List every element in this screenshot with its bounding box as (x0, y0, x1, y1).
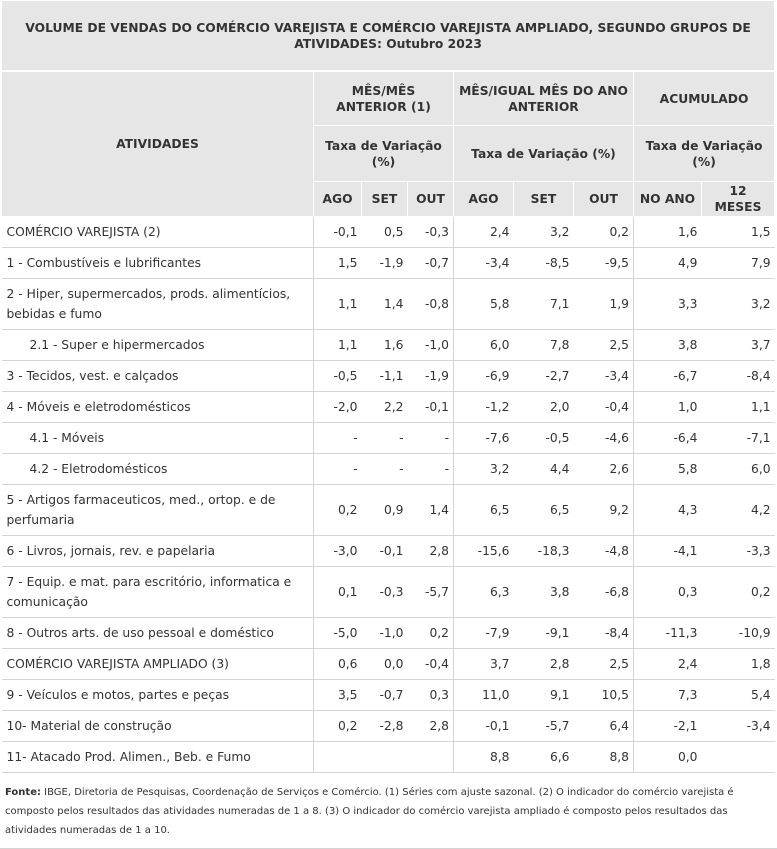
value-cell: 3,7 (702, 330, 775, 361)
source-footnote (0, 773, 777, 849)
value-cell: 3,2 (514, 217, 574, 248)
value-cell: - (314, 423, 362, 454)
value-cell: 1,9 (574, 279, 634, 330)
activity-label: 3 - Tecidos, vest. e calçados (2, 361, 314, 392)
value-cell: 3,5 (314, 680, 362, 711)
value-cell: 9,1 (514, 680, 574, 711)
value-cell: -6,7 (634, 361, 702, 392)
activity-label: 4.2 - Eletrodomésticos (2, 454, 314, 485)
activity-label: 4 - Móveis e eletrodomésticos (2, 392, 314, 423)
value-cell: -9,5 (574, 248, 634, 279)
value-cell: 6,6 (514, 742, 574, 773)
table-row (2, 392, 775, 423)
value-cell: 3,2 (454, 454, 514, 485)
value-cell: -18,3 (514, 536, 574, 567)
col-header: OUT (574, 182, 634, 217)
value-cell: -7,1 (702, 423, 775, 454)
value-cell: 1,6 (362, 330, 408, 361)
value-cell: -0,3 (408, 217, 454, 248)
value-cell: - (408, 454, 454, 485)
value-cell: - (362, 454, 408, 485)
value-cell: 8,8 (574, 742, 634, 773)
value-cell: -0,7 (362, 680, 408, 711)
value-cell: 5,8 (454, 279, 514, 330)
value-cell: -7,9 (454, 618, 514, 649)
value-cell: -15,6 (454, 536, 514, 567)
value-cell: 1,5 (702, 217, 775, 248)
value-cell: 4,2 (702, 485, 775, 536)
value-cell: -0,1 (408, 392, 454, 423)
col-header: SET (362, 182, 408, 217)
value-cell: 6,5 (514, 485, 574, 536)
table-title: VOLUME DE VENDAS DO COMÉRCIO VAREJISTA E COMÉRCIO VAREJISTA AMPLIADO, SEGUNDO GRUPOS DE ATIVIDADES: Outubro 2023 (2, 1, 775, 72)
value-cell: 6,0 (702, 454, 775, 485)
value-cell (314, 742, 362, 773)
value-cell: 7,9 (702, 248, 775, 279)
value-cell: 1,1 (314, 330, 362, 361)
value-cell: -6,4 (634, 423, 702, 454)
value-cell (702, 742, 775, 773)
value-cell: 1,5 (314, 248, 362, 279)
table-row (2, 680, 775, 711)
value-cell: -0,3 (362, 567, 408, 618)
value-cell: 1,8 (702, 649, 775, 680)
value-cell: -2,7 (514, 361, 574, 392)
value-cell: -4,1 (634, 536, 702, 567)
value-cell: -0,4 (574, 392, 634, 423)
col-header: AGO (454, 182, 514, 217)
value-cell: -8,4 (574, 618, 634, 649)
value-cell: 3,8 (634, 330, 702, 361)
table-row (2, 567, 775, 618)
value-cell: 6,4 (574, 711, 634, 742)
value-cell: 3,8 (514, 567, 574, 618)
value-cell: -7,6 (454, 423, 514, 454)
value-cell: -0,1 (362, 536, 408, 567)
value-cell: -3,3 (702, 536, 775, 567)
activity-label: 2 - Hiper, supermercados, prods. alimentícios, bebidas e fumo (2, 279, 314, 330)
value-cell: 1,6 (634, 217, 702, 248)
value-cell: 4,4 (514, 454, 574, 485)
value-cell: 6,5 (454, 485, 514, 536)
value-cell: -1,9 (408, 361, 454, 392)
table-row (2, 330, 775, 361)
value-cell: -0,5 (514, 423, 574, 454)
value-cell: -1,0 (362, 618, 408, 649)
value-cell: 0,2 (702, 567, 775, 618)
rate-header: Taxa de Variação (%) (314, 126, 454, 182)
activities-header: ATIVIDADES (2, 71, 314, 217)
value-cell: 5,4 (702, 680, 775, 711)
value-cell: -2,1 (634, 711, 702, 742)
activity-label: 7 - Equip. e mat. para escritório, informatica e comunicação (2, 567, 314, 618)
activity-label: COMÉRCIO VAREJISTA AMPLIADO (3) (2, 649, 314, 680)
footnote-text: IBGE, Diretoria de Pesquisas, Coordenação de Serviços e Comércio. (1) Séries com ajuste sazonal. (2) O indicador do comércio varejista é composto pelos resultados das atividades numeradas de 1 a 8. (3) O indicador do comércio varejista ampliado é composto pelos resultados das atividades numeradas de 1 a 10. (5, 787, 734, 836)
col-header: SET (514, 182, 574, 217)
col-header: NO ANO (634, 182, 702, 217)
value-cell: -8,5 (514, 248, 574, 279)
col-header: 12 MESES (702, 182, 775, 217)
table-row (2, 536, 775, 567)
value-cell: -8,4 (702, 361, 775, 392)
activity-label: 8 - Outros arts. de uso pessoal e doméstico (2, 618, 314, 649)
value-cell: 0,9 (362, 485, 408, 536)
activity-label: COMÉRCIO VAREJISTA (2) (2, 217, 314, 248)
table-row (2, 485, 775, 536)
rate-header: Taxa de Variação (%) (634, 126, 775, 182)
table-row (2, 742, 775, 773)
value-cell: 2,8 (514, 649, 574, 680)
value-cell: -6,9 (454, 361, 514, 392)
value-cell: - (314, 454, 362, 485)
value-cell: -6,8 (574, 567, 634, 618)
value-cell: -1,0 (408, 330, 454, 361)
value-cell: 1,1 (314, 279, 362, 330)
value-cell: -0,7 (408, 248, 454, 279)
value-cell: -0,5 (314, 361, 362, 392)
accumulated-header: ACUMULADO (634, 71, 775, 126)
value-cell: 1,0 (634, 392, 702, 423)
value-cell: 1,4 (362, 279, 408, 330)
value-cell: 0,2 (408, 618, 454, 649)
table-row (2, 279, 775, 330)
table-row (2, 711, 775, 742)
value-cell: 0,3 (408, 680, 454, 711)
value-cell: -5,7 (408, 567, 454, 618)
footnote-label: Fonte: (5, 787, 41, 798)
value-cell: 2,2 (362, 392, 408, 423)
table-row (2, 423, 775, 454)
value-cell: -1,9 (362, 248, 408, 279)
rate-header: Taxa de Variação (%) (454, 126, 634, 182)
value-cell: 0,1 (314, 567, 362, 618)
activity-label: 9 - Veículos e motos, partes e peças (2, 680, 314, 711)
value-cell: 3,7 (454, 649, 514, 680)
value-cell: 0,0 (362, 649, 408, 680)
value-cell: 2,5 (574, 649, 634, 680)
value-cell: 10,5 (574, 680, 634, 711)
activity-label: 4.1 - Móveis (2, 423, 314, 454)
value-cell: 2,5 (574, 330, 634, 361)
sales-volume-table (1, 0, 775, 773)
value-cell: 8,8 (454, 742, 514, 773)
value-cell: 9,2 (574, 485, 634, 536)
value-cell: -2,8 (362, 711, 408, 742)
value-cell: 0,2 (574, 217, 634, 248)
value-cell: 4,3 (634, 485, 702, 536)
value-cell: -3,4 (702, 711, 775, 742)
value-cell: 0,5 (362, 217, 408, 248)
value-cell: -0,1 (314, 217, 362, 248)
activity-label: 5 - Artigos farmaceuticos, med., ortop. e de perfumaria (2, 485, 314, 536)
table-row (2, 248, 775, 279)
value-cell: 2,4 (634, 649, 702, 680)
value-cell: -0,8 (408, 279, 454, 330)
value-cell: 0,2 (314, 711, 362, 742)
value-cell: 2,8 (408, 536, 454, 567)
value-cell: -5,7 (514, 711, 574, 742)
value-cell: -11,3 (634, 618, 702, 649)
value-cell: 5,8 (634, 454, 702, 485)
value-cell: 1,1 (702, 392, 775, 423)
value-cell: 1,4 (408, 485, 454, 536)
value-cell (408, 742, 454, 773)
value-cell: -9,1 (514, 618, 574, 649)
value-cell: 7,8 (514, 330, 574, 361)
activity-label: 1 - Combustíveis e lubrificantes (2, 248, 314, 279)
table-row (2, 454, 775, 485)
value-cell: 4,9 (634, 248, 702, 279)
value-cell: -3,4 (454, 248, 514, 279)
value-cell: 0,6 (314, 649, 362, 680)
table-row (2, 649, 775, 680)
table-row (2, 361, 775, 392)
value-cell: 7,1 (514, 279, 574, 330)
value-cell: -5,0 (314, 618, 362, 649)
value-cell: -1,2 (454, 392, 514, 423)
value-cell: 2,0 (514, 392, 574, 423)
table-row (2, 217, 775, 248)
value-cell: 11,0 (454, 680, 514, 711)
value-cell: -0,4 (408, 649, 454, 680)
value-cell: 6,3 (454, 567, 514, 618)
activity-label: 2.1 - Super e hipermercados (2, 330, 314, 361)
value-cell: 2,8 (408, 711, 454, 742)
value-cell: - (362, 423, 408, 454)
value-cell: - (408, 423, 454, 454)
activity-label: 11- Atacado Prod. Alimen., Beb. e Fumo (2, 742, 314, 773)
value-cell: 7,3 (634, 680, 702, 711)
value-cell: -4,6 (574, 423, 634, 454)
value-cell: 6,0 (454, 330, 514, 361)
col-header: OUT (408, 182, 454, 217)
year-over-year-header: MÊS/IGUAL MÊS DO ANO ANTERIOR (454, 71, 634, 126)
value-cell: -10,9 (702, 618, 775, 649)
value-cell: -3,4 (574, 361, 634, 392)
value-cell: 3,2 (702, 279, 775, 330)
value-cell: 0,0 (634, 742, 702, 773)
value-cell: 2,4 (454, 217, 514, 248)
value-cell: -0,1 (454, 711, 514, 742)
value-cell (362, 742, 408, 773)
value-cell: 0,2 (314, 485, 362, 536)
activity-label: 6 - Livros, jornais, rev. e papelaria (2, 536, 314, 567)
value-cell: 0,3 (634, 567, 702, 618)
col-header: AGO (314, 182, 362, 217)
month-over-month-header: MÊS/MÊS ANTERIOR (1) (314, 71, 454, 126)
value-cell: -4,8 (574, 536, 634, 567)
table-row (2, 618, 775, 649)
value-cell: -2,0 (314, 392, 362, 423)
value-cell: -1,1 (362, 361, 408, 392)
value-cell: -3,0 (314, 536, 362, 567)
activity-label: 10- Material de construção (2, 711, 314, 742)
value-cell: 3,3 (634, 279, 702, 330)
value-cell: 2,6 (574, 454, 634, 485)
